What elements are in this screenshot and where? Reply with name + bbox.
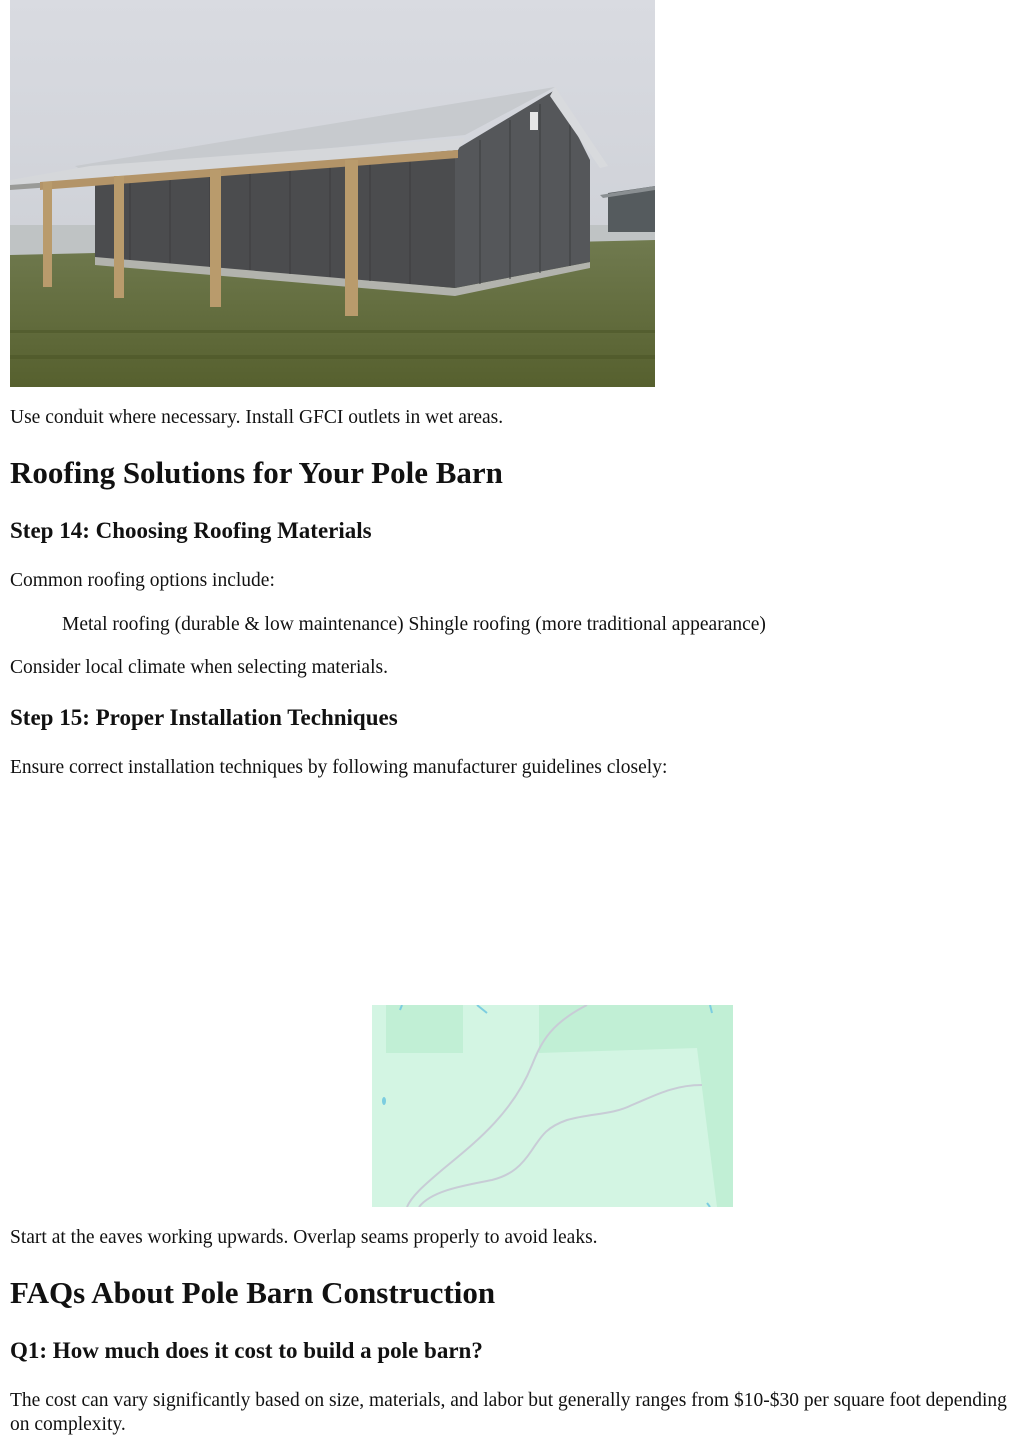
installation-intro: Ensure correct installation techniques by following manufacturer guidelines closely: <box>10 757 668 778</box>
climate-note: Consider local climate when selecting materials. <box>10 657 388 678</box>
roofing-options-list: Metal roofing (durable & low maintenance) Shingle roofing (more traditional appearance) <box>62 614 766 635</box>
pole-barn-photo <box>10 0 655 387</box>
step-15-heading: Step 15: Proper Installation Techniques <box>10 705 398 730</box>
faqs-heading: FAQs About Pole Barn Construction <box>10 1275 496 1310</box>
faq-q1-answer: The cost can vary significantly based on size, materials, and labor but generally ranges from $10-$30 per square foot depending on complexity. <box>10 1390 1007 1435</box>
step-14-heading: Step 14: Choosing Roofing Materials <box>10 518 372 543</box>
roofing-options-intro: Common roofing options include: <box>10 570 275 591</box>
installation-note: Start at the eaves working upwards. Overlap seams properly to avoid leaks. <box>10 1227 598 1248</box>
faq-q1-question: Q1: How much does it cost to build a pole barn? <box>10 1338 483 1363</box>
roofing-section-heading: Roofing Solutions for Your Pole Barn <box>10 455 503 490</box>
map-image <box>372 1005 733 1207</box>
electrical-paragraph: Use conduit where necessary. Install GFCI outlets in wet areas. <box>10 407 504 428</box>
